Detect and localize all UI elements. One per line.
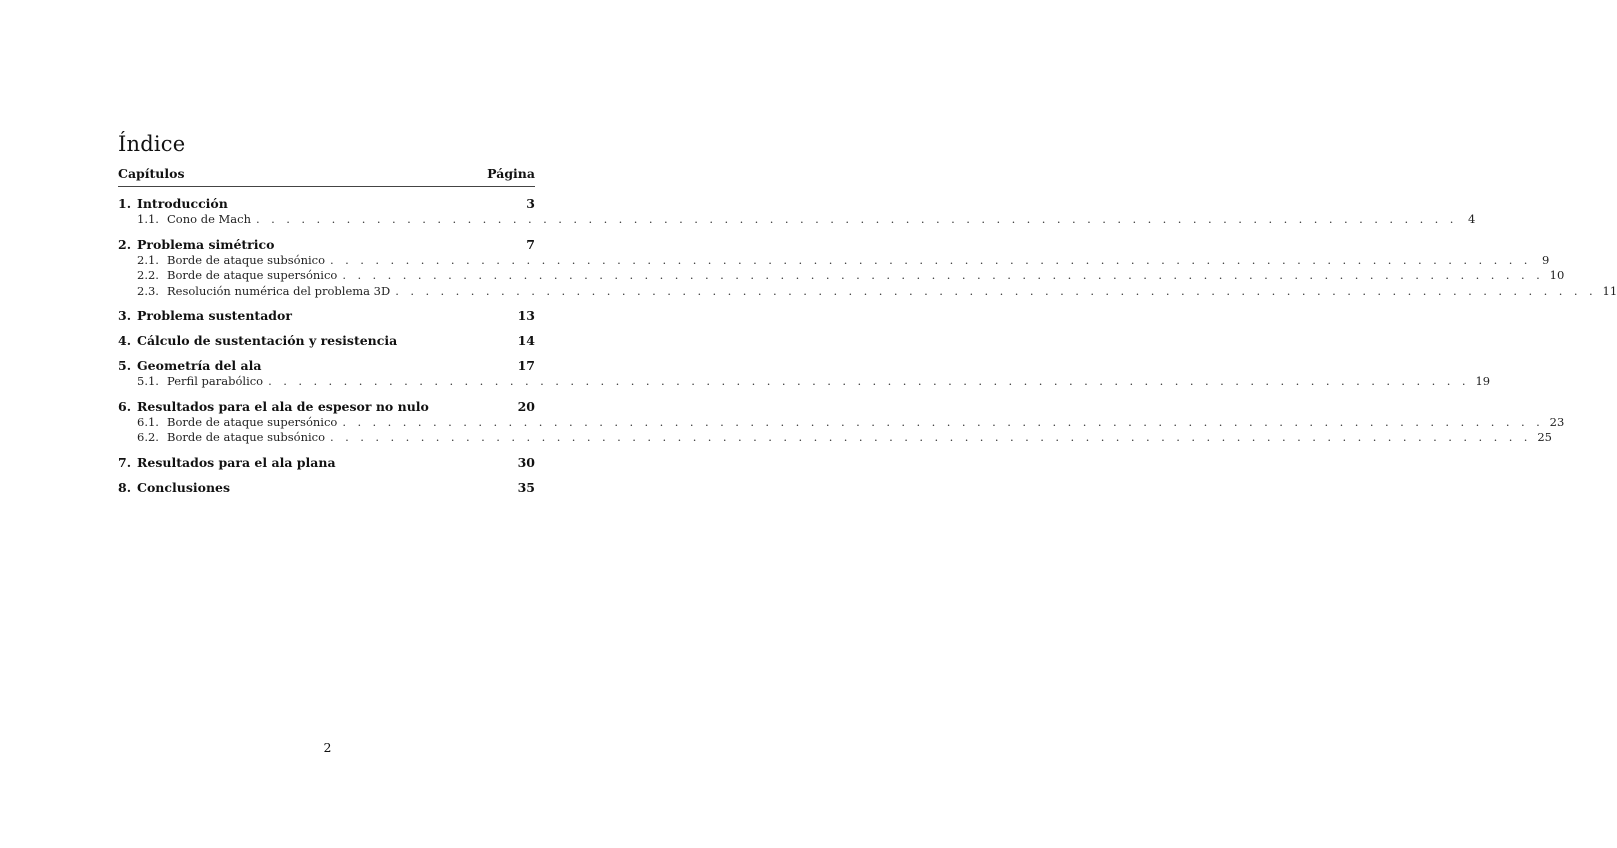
chapter-number: 7. <box>118 454 132 470</box>
dot-leader: . . . . . . . . . . . . . . . . . . . . . . . . . . . . . . . . . . . . . . . . . . . . . . . . . . . . . . . . . . . . . . . . . . . . . . . . . . . . . . . . <box>342 414 1544 429</box>
chapter-page: 14 <box>517 333 535 348</box>
chapter-page: 20 <box>517 398 535 414</box>
chapter-number: 5. <box>118 358 132 373</box>
chapter-page: 35 <box>517 479 535 495</box>
section-number: 6.2. <box>137 430 159 444</box>
dot-leader: . . . . . . . . . . . . . . . . . . . . . . . . . . . . . . . . . . . . . . . . . . . . . . . . . . . . . . . . . . . . . . . . . . . . . . . . . . . . . . . . <box>256 212 1458 226</box>
toc-header-chapters: Capítulos <box>118 166 185 181</box>
toc-chapter-row[interactable] <box>118 455 535 471</box>
section-page: 23 <box>1549 414 1565 429</box>
chapter-number: 2. <box>118 236 132 252</box>
dot-leader: . . . . . . . . . . . . . . . . . . . . . . . . . . . . . . . . . . . . . . . . . . . . . . . . . . . . . . . . . . . . . . . . . . . . . . . . . . . . . . . . <box>330 252 1532 267</box>
section-title: Borde de ataque subsónico <box>167 430 326 444</box>
section-title: Cono de Mach <box>167 212 252 226</box>
toc-chapter <box>118 480 535 496</box>
header-rule <box>118 186 535 187</box>
toc-chapter-row[interactable] <box>118 308 535 324</box>
section-title: Perfil parabólico <box>167 374 264 388</box>
toc-chapter <box>118 236 1617 300</box>
dot-leader: . . . . . . . . . . . . . . . . . . . . . . . . . . . . . . . . . . . . . . . . . . . . . . . . . . . . . . . . . . . . . . . . . . . . . . . . . . . . . . . . <box>268 374 1470 388</box>
dot-leader: . . . . . . . . . . . . . . . . . . . . . . . . . . . . . . . . . . . . . . . . . . . . . . . . . . . . . . . . . . . . . . . . . . . . . . . . . . . . . . . . <box>395 283 1597 298</box>
toc-chapter <box>118 455 535 471</box>
toc-chapter <box>118 196 1476 228</box>
toc-section-row[interactable] <box>118 283 1617 300</box>
chapter-page: 30 <box>517 454 535 470</box>
toc-chapter <box>118 308 535 324</box>
toc-title: Índice <box>118 132 186 156</box>
toc-chapter-row[interactable] <box>118 480 535 496</box>
dot-leader: . . . . . . . . . . . . . . . . . . . . . . . . . . . . . . . . . . . . . . . . . . . . . . . . . . . . . . . . . . . . . . . . . . . . . . . . . . . . . . . . <box>342 268 1544 282</box>
chapter-title: Cálculo de sustentación y resistencia <box>137 333 398 348</box>
toc-section-row[interactable] <box>118 374 1491 390</box>
toc-section-row[interactable] <box>118 414 1565 431</box>
chapter-page: 13 <box>517 308 535 323</box>
toc-chapter-row[interactable] <box>118 196 535 212</box>
toc-section-row[interactable] <box>118 430 1552 446</box>
section-page: 19 <box>1475 374 1491 388</box>
chapter-title: Introducción <box>137 196 228 211</box>
toc-header <box>118 166 535 181</box>
section-number: 1.1. <box>137 212 159 226</box>
section-page: 9 <box>1542 252 1550 267</box>
chapter-page: 7 <box>526 236 535 252</box>
chapter-title: Problema sustentador <box>137 308 292 323</box>
section-page: 25 <box>1537 430 1552 444</box>
toc-entries <box>118 196 1617 505</box>
chapter-number: 6. <box>118 398 132 414</box>
chapter-title: Problema simétrico <box>137 236 275 252</box>
section-number: 2.2. <box>137 268 159 282</box>
section-page: 10 <box>1549 268 1565 282</box>
toc-section-row[interactable] <box>118 268 1565 284</box>
toc-section-row[interactable] <box>118 212 1476 228</box>
chapter-title: Resultados para el ala plana <box>137 454 336 470</box>
chapter-number: 3. <box>118 308 132 323</box>
section-number: 5.1. <box>137 374 159 388</box>
section-page: 11 <box>1602 283 1617 298</box>
toc-chapter-row[interactable] <box>118 333 535 349</box>
toc-chapter <box>118 358 1491 390</box>
chapter-page: 3 <box>526 196 535 211</box>
section-title: Resolución numérica del problema 3D <box>167 283 391 298</box>
toc-chapter-row[interactable] <box>118 358 535 374</box>
chapter-title: Resultados para el ala de espesor no nulo <box>137 398 429 414</box>
chapter-page: 17 <box>517 358 535 373</box>
page-number: 2 <box>323 740 332 755</box>
chapter-title: Conclusiones <box>137 479 231 495</box>
section-title: Borde de ataque supersónico <box>167 268 338 282</box>
chapter-number: 8. <box>118 479 132 495</box>
section-number: 2.1. <box>137 252 159 267</box>
dot-leader: . . . . . . . . . . . . . . . . . . . . . . . . . . . . . . . . . . . . . . . . . . . . . . . . . . . . . . . . . . . . . . . . . . . . . . . . . . . . . . . . <box>330 430 1532 444</box>
toc-chapter-row[interactable] <box>118 237 535 253</box>
toc-header-page: Página <box>487 166 535 181</box>
toc-page <box>118 0 1617 848</box>
chapter-number: 4. <box>118 333 132 348</box>
toc-chapter <box>118 333 535 349</box>
chapter-title: Geometría del ala <box>137 358 262 373</box>
section-title: Borde de ataque subsónico <box>167 252 326 267</box>
section-number: 6.1. <box>137 414 159 429</box>
chapter-number: 1. <box>118 196 132 211</box>
section-title: Borde de ataque supersónico <box>167 414 338 429</box>
toc-chapter <box>118 398 1565 446</box>
section-page: 4 <box>1468 212 1476 226</box>
toc-section-row[interactable] <box>118 252 1550 269</box>
section-number: 2.3. <box>137 283 159 298</box>
toc-chapter-row[interactable] <box>118 399 535 415</box>
